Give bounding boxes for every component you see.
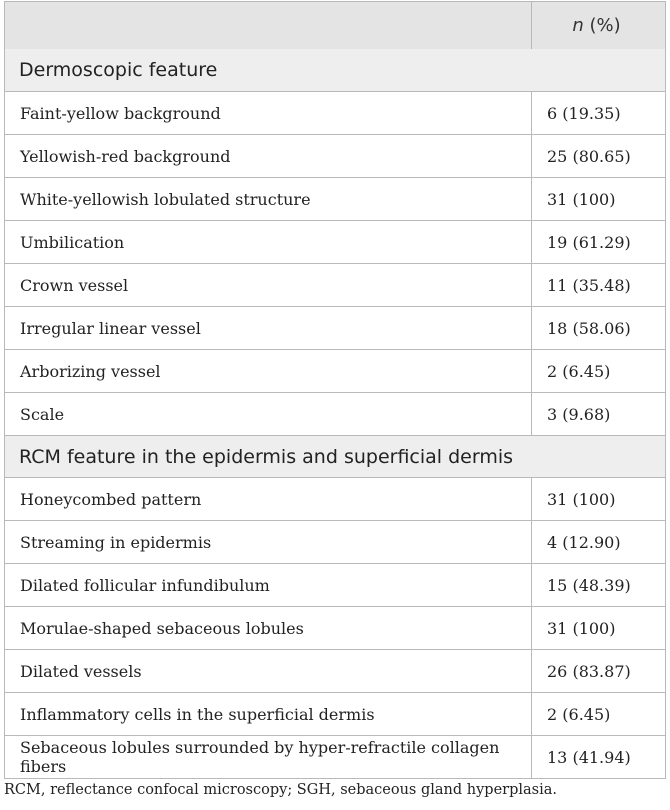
section-title: Dermoscopic feature <box>19 59 218 81</box>
table-footnote: RCM, reflectance confocal microscopy; SGH, sebaceous gland hyperplasia. <box>4 782 557 798</box>
value-cell: 3 (9.68) <box>531 393 665 435</box>
feature-cell: Scale <box>20 404 65 424</box>
feature-cell: White-yellowish lobulated structure <box>20 189 311 209</box>
value-cell: 4 (12.90) <box>531 521 665 563</box>
table-row <box>5 606 665 649</box>
table-row <box>5 563 665 606</box>
feature-cell: Faint-yellow background <box>20 103 221 123</box>
table-body <box>5 49 665 778</box>
feature-cell: Morulae-shaped sebaceous lobules <box>20 618 304 638</box>
header-n-percent <box>531 2 665 49</box>
table-row <box>5 735 665 778</box>
feature-cell: Honeycombed pattern <box>20 489 202 509</box>
feature-cell: Umbilication <box>20 232 125 252</box>
value-cell: 15 (48.39) <box>531 564 665 606</box>
value-cell: 31 (100) <box>531 478 665 520</box>
data-table <box>4 1 666 779</box>
value-cell: 31 (100) <box>531 178 665 220</box>
value-cell: 18 (58.06) <box>531 307 665 349</box>
header-feature-cell <box>5 2 531 49</box>
value-cell: 2 (6.45) <box>531 693 665 735</box>
value-cell: 6 (19.35) <box>531 92 665 134</box>
feature-cell: Streaming in epidermis <box>20 532 212 552</box>
section-header-row <box>5 49 665 91</box>
value-cell: 26 (83.87) <box>531 650 665 692</box>
feature-cell: Dilated vessels <box>20 661 142 681</box>
table-row <box>5 692 665 735</box>
table-row <box>5 349 665 392</box>
value-cell: 19 (61.29) <box>531 221 665 263</box>
table-row <box>5 91 665 134</box>
table-row <box>5 392 665 435</box>
value-cell: 31 (100) <box>531 607 665 649</box>
value-cell: 13 (41.94) <box>531 736 665 778</box>
header-percent-label: (%) <box>583 15 621 36</box>
feature-cell: Irregular linear vessel <box>20 318 201 338</box>
table-row <box>5 520 665 563</box>
table-row <box>5 306 665 349</box>
table-row <box>5 220 665 263</box>
value-cell: 11 (35.48) <box>531 264 665 306</box>
table-row <box>5 263 665 306</box>
header-n-label: n <box>572 15 584 36</box>
value-cell: 2 (6.45) <box>531 350 665 392</box>
table-row <box>5 177 665 220</box>
section-header-row <box>5 435 665 477</box>
feature-cell: Yellowish-red background <box>20 146 231 166</box>
table-header-row <box>5 2 665 49</box>
value-cell: 25 (80.65) <box>531 135 665 177</box>
feature-cell: Sebaceous lobules surrounded by hyper-refractile collagen fibers <box>20 738 500 776</box>
table-row <box>5 134 665 177</box>
table-row <box>5 477 665 520</box>
feature-cell: Inflammatory cells in the superficial dermis <box>20 704 375 724</box>
feature-cell: Crown vessel <box>20 275 129 295</box>
table-row <box>5 649 665 692</box>
feature-cell: Arborizing vessel <box>20 361 161 381</box>
section-title: RCM feature in the epidermis and superficial dermis <box>19 445 514 468</box>
feature-cell: Dilated follicular infundibulum <box>20 575 270 595</box>
